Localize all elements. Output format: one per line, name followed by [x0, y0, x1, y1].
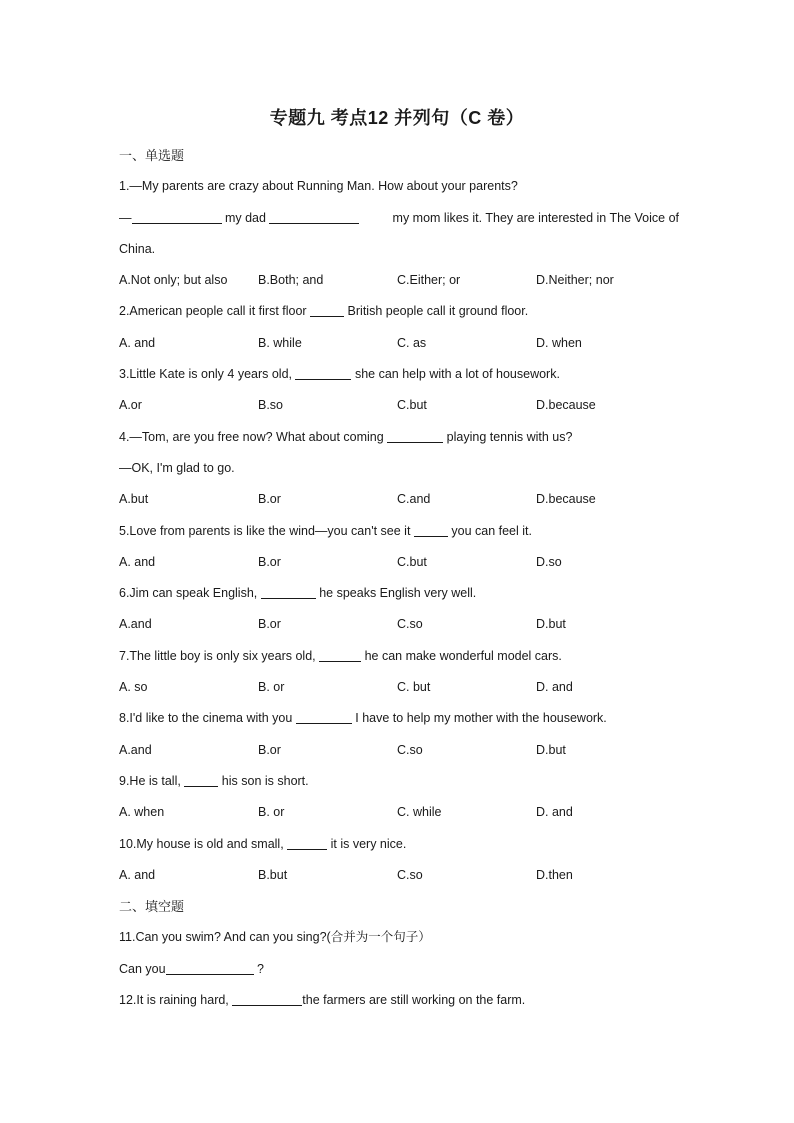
question-3-stem: 3.Little Kate is only 4 years old, she can help with a lot of housework. — [119, 367, 560, 382]
question-1-stem-line2: — my dad my mom likes it. They are interested in The Voice of — [119, 210, 679, 225]
option-a[interactable]: A.and — [119, 617, 152, 632]
answer-blank[interactable] — [261, 585, 316, 599]
option-d[interactable]: D.Neither; nor — [536, 273, 614, 288]
option-d[interactable]: D.so — [536, 554, 562, 569]
option-b[interactable]: B. or — [258, 805, 285, 820]
option-d[interactable]: D.because — [536, 398, 596, 413]
option-b[interactable]: B.or — [258, 554, 281, 569]
question-1-stem: 1.—My parents are crazy about Running Man. How about your parents? — [119, 179, 518, 194]
answer-blank[interactable] — [184, 773, 218, 787]
question-9-stem: 9.He is tall, his son is short. — [119, 773, 309, 788]
question-5-options — [119, 547, 679, 578]
question-8-options — [119, 735, 679, 766]
option-c[interactable]: C.so — [397, 617, 423, 632]
option-d[interactable]: D. and — [536, 805, 573, 820]
option-c[interactable]: C.but — [397, 398, 427, 413]
option-d[interactable]: D. and — [536, 680, 573, 695]
question-11-stem: 11.Can you swim? And can you sing?(合并为一个句子） — [119, 930, 431, 945]
question-4-options — [119, 484, 679, 515]
option-a[interactable]: A.or — [119, 398, 142, 413]
option-b[interactable]: B. while — [258, 335, 302, 350]
question-6-options — [119, 609, 679, 640]
question-6-stem: 6.Jim can speak English, he speaks English very well. — [119, 586, 477, 601]
question-5-stem: 5.Love from parents is like the wind—you can't see it you can feel it. — [119, 523, 532, 538]
option-d[interactable]: D.but — [536, 742, 566, 757]
section-heading-fill-blank: 二、填空题 — [119, 899, 185, 915]
option-b[interactable]: B.or — [258, 617, 281, 632]
section-heading-single-choice: 一、单选题 — [119, 148, 185, 163]
option-b[interactable]: B.so — [258, 398, 284, 413]
option-d[interactable]: D.because — [536, 492, 596, 507]
option-b[interactable]: B.or — [258, 492, 281, 507]
question-10-stem: 10.My house is old and small, it is very nice. — [119, 836, 407, 851]
option-c[interactable]: C.Either; or — [397, 273, 461, 288]
answer-blank[interactable] — [132, 210, 222, 224]
question-1-options — [119, 265, 679, 296]
answer-blank[interactable] — [387, 429, 443, 443]
option-b[interactable]: B.but — [258, 867, 288, 882]
option-c[interactable]: C. but — [397, 680, 431, 695]
question-2-stem: 2.American people call it first floor British people call it ground floor. — [119, 304, 529, 319]
answer-blank[interactable] — [295, 366, 351, 380]
option-c[interactable]: C. as — [397, 335, 427, 350]
option-d[interactable]: D.but — [536, 617, 566, 632]
question-10-options — [119, 860, 679, 891]
question-7-options — [119, 672, 679, 703]
question-7-stem: 7.The little boy is only six years old, he can make wonderful model cars. — [119, 648, 562, 663]
question-3-options — [119, 390, 679, 421]
option-c[interactable]: C.so — [397, 742, 423, 757]
question-9-options — [119, 797, 679, 828]
question-1-stem-line3: China. — [119, 241, 156, 256]
answer-blank[interactable] — [269, 210, 359, 224]
option-b[interactable]: B.Both; and — [258, 273, 324, 288]
question-2-options — [119, 328, 679, 359]
option-a[interactable]: A.Not only; but also — [119, 273, 228, 288]
answer-blank[interactable] — [296, 710, 352, 724]
option-b[interactable]: B. or — [258, 680, 285, 695]
question-4-reply: —OK, I'm glad to go. — [119, 460, 235, 475]
option-a[interactable]: A. so — [119, 680, 148, 695]
option-a[interactable]: A. and — [119, 867, 156, 882]
answer-blank[interactable] — [319, 648, 361, 662]
question-11-answer-line: Can you ? — [119, 961, 264, 976]
answer-blank[interactable] — [232, 992, 302, 1006]
question-12-stem: 12.It is raining hard, the farmers are still working on the farm. — [119, 993, 526, 1008]
option-c[interactable]: C. while — [397, 805, 442, 820]
answer-blank[interactable] — [414, 523, 448, 537]
option-b[interactable]: B.or — [258, 742, 281, 757]
option-c[interactable]: C.and — [397, 492, 431, 507]
answer-blank[interactable] — [310, 303, 344, 317]
worksheet-content — [119, 140, 679, 1016]
option-c[interactable]: C.but — [397, 554, 427, 569]
answer-blank[interactable] — [166, 961, 254, 975]
answer-blank[interactable] — [287, 836, 327, 850]
option-c[interactable]: C.so — [397, 867, 423, 882]
page-title: 专题九 考点12 并列句（C 卷） — [269, 108, 525, 128]
option-d[interactable]: D.then — [536, 867, 573, 882]
option-a[interactable]: A. when — [119, 805, 165, 820]
question-8-stem: 8.I'd like to the cinema with you I have to help my mother with the housework. — [119, 711, 607, 726]
option-a[interactable]: A. and — [119, 335, 156, 350]
option-a[interactable]: A.and — [119, 742, 152, 757]
option-d[interactable]: D. when — [536, 335, 582, 350]
option-a[interactable]: A.but — [119, 492, 149, 507]
option-a[interactable]: A. and — [119, 554, 156, 569]
question-4-stem: 4.—Tom, are you free now? What about coming playing tennis with us? — [119, 429, 573, 444]
